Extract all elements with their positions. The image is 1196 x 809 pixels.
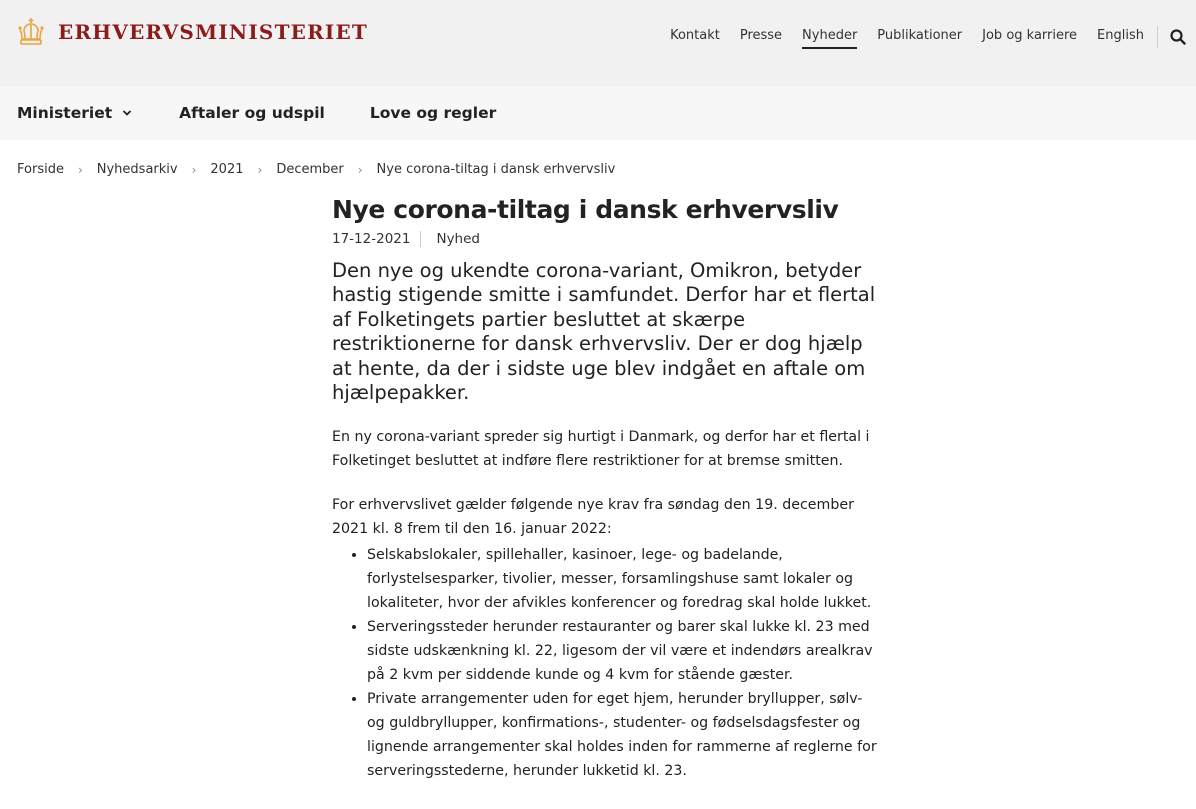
topnav-job-og-karriere[interactable]: Job og karriere (982, 28, 1078, 43)
chevron-right-icon: › (257, 162, 263, 177)
topnav-english[interactable]: English (1097, 28, 1144, 43)
topnav-nyheder[interactable]: Nyheder (802, 28, 857, 49)
brand-name: ERHVERVSMINISTERIET (58, 20, 368, 44)
breadcrumb (17, 162, 615, 177)
chevron-right-icon: › (357, 162, 363, 177)
requirements-list (332, 543, 882, 783)
topnav-presse[interactable]: Presse (739, 28, 783, 43)
article-paragraph: En ny corona-variant spreder sig hurtigt i Danmark, og derfor har et flertal i Folketinget besluttet at indføre flere restriktioner for at bremse smitten. (332, 429, 870, 470)
list-item: • Private arrangementer uden for eget hjem, herunder bryllupper, sølv- og guldbryllupper, konfirmations-, studenter- og fødselsdagsfester og lignende arrangementer skal holdes inden for rammerne af reglerne for serveringsstederne, herunder lukketid kl. 23. (367, 687, 882, 783)
breadcrumb-nyhedsarkiv[interactable]: Nyhedsarkiv (96, 162, 178, 177)
breadcrumb-december[interactable]: December (276, 162, 344, 177)
list-item: • Serveringssteder herunder restauranter og barer skal lukke kl. 23 med sidste udskænkning kl. 22, ligesom der vil være et indendørs arealkrav på 2 kvm per siddende kunde og 4 kvm for stående gæster. (367, 615, 882, 687)
article-meta (332, 231, 882, 247)
topnav-kontakt[interactable]: Kontakt (670, 28, 720, 43)
chevron-right-icon: › (191, 162, 197, 177)
crown-icon (16, 17, 46, 47)
mainnav-label: Love og regler (369, 104, 497, 122)
mainnav-aftaler-og-udspil[interactable] (179, 104, 325, 122)
divider (1157, 26, 1158, 48)
mainnav-label: Aftaler og udspil (179, 104, 325, 122)
divider (420, 231, 421, 247)
search-icon (1170, 28, 1186, 46)
chevron-right-icon: › (77, 162, 83, 177)
mainnav-love-og-regler[interactable] (370, 104, 496, 122)
mainnav-ministeriet[interactable] (17, 104, 132, 122)
top-header (0, 0, 1196, 86)
breadcrumb-forside[interactable]: Forside (17, 162, 64, 177)
breadcrumb-current: Nye corona-tiltag i dansk erhvervsliv (376, 162, 616, 177)
main-nav (0, 86, 1196, 140)
chevron-down-icon (122, 109, 132, 117)
page-title: Nye corona-tiltag i dansk erhvervsliv (332, 195, 839, 224)
topnav-publikationer[interactable]: Publikationer (877, 28, 963, 43)
article (332, 192, 882, 783)
article-type: Nyhed (436, 231, 480, 247)
search-button[interactable] (1170, 28, 1186, 46)
mainnav-label: Ministeriet (17, 104, 113, 122)
article-paragraph: For erhvervslivet gælder følgende nye krav fra søndag den 19. december 2021 kl. 8 frem til den 16. januar 2022: (332, 497, 854, 538)
list-item: • Selskabslokaler, spillehaller, kasinoer, lege- og badelande, forlystelsesparker, tivolier, messer, forsamlingshuse samt lokaler og lokaliteter, hvor der afvikles konferencer og foredrag skal holde lukket. (367, 543, 882, 615)
article-lead: Den nye og ukendte corona-variant, Omikron, betyder hastig stigende smitte i samfundet. Derfor har et flertal af Folketingets partier besluttet at skærpe restriktionerne for dansk erhvervsliv. Der er dog hjælp at hente, da der i sidste uge blev indgået en aftale om hjælpepakker. (332, 259, 876, 405)
utility-nav (650, 28, 1144, 49)
site-logo[interactable] (16, 17, 368, 47)
breadcrumb-2021[interactable]: 2021 (210, 162, 244, 177)
article-date: 17-12-2021 (332, 231, 411, 247)
